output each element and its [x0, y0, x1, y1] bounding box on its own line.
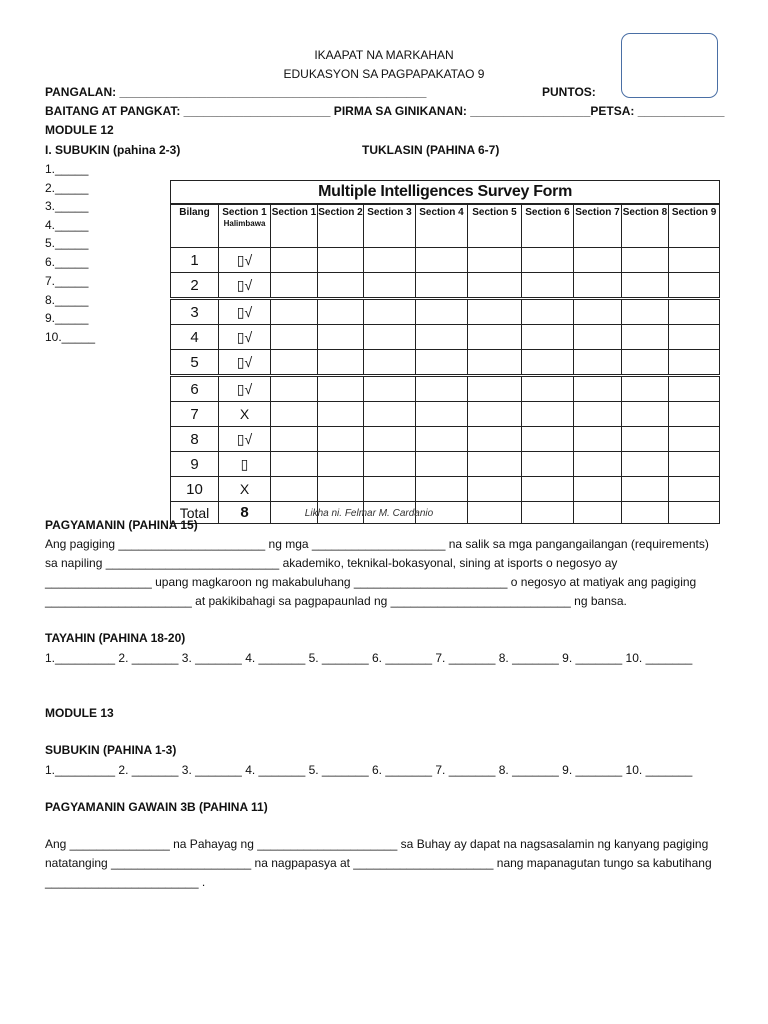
answer-line: 8._____ [45, 293, 89, 307]
survey-answer-cell[interactable] [318, 477, 364, 502]
survey-answer-cell[interactable] [468, 376, 522, 402]
survey-answer-cell[interactable] [574, 402, 622, 427]
col-header: Section 7 [574, 204, 622, 248]
survey-answer-cell[interactable] [468, 325, 522, 350]
answer-line: 9._____ [45, 311, 89, 325]
survey-example-mark: ▯√ [219, 427, 271, 452]
survey-answer-cell[interactable] [364, 427, 416, 452]
survey-answer-cell[interactable] [622, 325, 669, 350]
col-header: Section 1 Halimbawa [219, 204, 271, 248]
survey-answer-cell[interactable] [416, 273, 468, 299]
survey-answer-cell[interactable] [669, 350, 720, 376]
score-label: PUNTOS: [542, 85, 596, 99]
score-box [621, 33, 718, 98]
pagyamanin-line: sa napiling __________________________ akademiko, teknikal-bokasyonal, sining at isports o negosyo ay [45, 556, 618, 570]
survey-answer-cell[interactable] [669, 402, 720, 427]
answer-line: 3._____ [45, 199, 89, 213]
survey-answer-cell[interactable] [271, 248, 318, 273]
survey-table [170, 180, 720, 524]
survey-row-number: 10 [171, 477, 219, 502]
col-header: Section 9 [669, 204, 720, 248]
survey-answer-cell[interactable] [271, 402, 318, 427]
survey-answer-cell[interactable] [364, 325, 416, 350]
col-header: Section 6 [522, 204, 574, 248]
survey-answer-cell[interactable] [468, 402, 522, 427]
tayahin-heading: TAYAHIN (PAHINA 18-20) [45, 631, 186, 645]
survey-total-cell[interactable] [669, 502, 720, 524]
answer-line: 7._____ [45, 274, 89, 288]
answer-line: 6._____ [45, 255, 89, 269]
survey-example-mark: ▯ [219, 452, 271, 477]
answer-line: 5._____ [45, 236, 89, 250]
survey-answer-cell[interactable] [364, 376, 416, 402]
header-subject: EDUKASYON SA PAGPAPAKATAO 9 [283, 67, 485, 81]
tuklasin-heading: TUKLASIN (PAHINA 6-7) [362, 143, 500, 157]
survey-answer-cell[interactable] [468, 248, 522, 273]
pagyamanin-heading: PAGYAMANIN (PAHINA 15) [45, 518, 198, 532]
survey-row [171, 427, 720, 452]
survey-answer-cell[interactable] [271, 477, 318, 502]
survey-answer-cell[interactable] [669, 427, 720, 452]
module13-subukin-answers: 1._________ 2. _______ 3. _______ 4. _______ 5. _______ 6. _______ 7. _______ 8. _______ 9. _______ 10. _______ [45, 763, 693, 777]
col-header: Section 3 [364, 204, 416, 248]
survey-example-mark: ▯√ [219, 350, 271, 376]
survey-answer-cell[interactable] [622, 248, 669, 273]
survey-answer-cell[interactable] [364, 477, 416, 502]
survey-answer-cell[interactable] [522, 477, 574, 502]
survey-answer-cell[interactable] [318, 273, 364, 299]
survey-answer-cell[interactable] [318, 248, 364, 273]
survey-answer-cell[interactable] [622, 402, 669, 427]
survey-answer-cell[interactable] [574, 452, 622, 477]
col-header: Section 4 [416, 204, 468, 248]
survey-answer-cell[interactable] [468, 299, 522, 325]
survey-answer-cell[interactable] [318, 427, 364, 452]
survey-answer-cell[interactable] [468, 273, 522, 299]
survey-answer-cell[interactable] [318, 402, 364, 427]
col-header: Section 8 [622, 204, 669, 248]
survey-answer-cell[interactable] [364, 248, 416, 273]
survey-row [171, 376, 720, 402]
pagyamanin-line: ________________ upang magkaroon ng makabuluhang _______________________ o negosyo at matiyak ang pagiging [45, 575, 697, 589]
survey-row [171, 248, 720, 273]
survey-answer-cell[interactable] [622, 427, 669, 452]
module12-title: MODULE 12 [45, 123, 114, 137]
survey-answer-cell[interactable] [271, 376, 318, 402]
survey-answer-cell[interactable] [622, 452, 669, 477]
survey-answer-cell[interactable] [271, 273, 318, 299]
survey-answer-cell[interactable] [318, 350, 364, 376]
col-header: Section 5 [468, 204, 522, 248]
survey-answer-cell[interactable] [669, 299, 720, 325]
survey-answer-cell[interactable] [318, 376, 364, 402]
module13-title: MODULE 13 [45, 706, 114, 720]
header-title: IKAAPAT NA MARKAHAN [314, 48, 454, 62]
survey-answer-cell[interactable] [622, 376, 669, 402]
survey-total-cell[interactable] [622, 502, 669, 524]
survey-row [171, 452, 720, 477]
survey-row [171, 325, 720, 350]
survey-total-cell[interactable] [574, 502, 622, 524]
answer-line: 1._____ [45, 162, 89, 176]
gawain-line: natatanging _____________________ na nagpapasya at _____________________ nang mapanagutan tungo sa kabutihang [45, 856, 712, 870]
survey-answer-cell[interactable] [364, 273, 416, 299]
survey-answer-cell[interactable] [669, 477, 720, 502]
survey-answer-cell[interactable] [468, 477, 522, 502]
survey-answer-cell[interactable] [522, 350, 574, 376]
survey-answer-cell[interactable] [522, 427, 574, 452]
survey-answer-cell[interactable] [669, 452, 720, 477]
survey-example-mark: X [219, 477, 271, 502]
survey-answer-cell[interactable] [622, 299, 669, 325]
survey-answer-cell[interactable] [318, 325, 364, 350]
survey-answer-cell[interactable] [416, 402, 468, 427]
survey-answer-cell[interactable] [522, 248, 574, 273]
module13-subukin-heading: SUBUKIN (PAHINA 1-3) [45, 743, 177, 757]
survey-answer-cell[interactable] [271, 350, 318, 376]
survey-row-number: 9 [171, 452, 219, 477]
gawain-heading: PAGYAMANIN GAWAIN 3B (PAHINA 11) [45, 800, 268, 814]
survey-answer-cell[interactable] [468, 427, 522, 452]
gawain-line: _______________________ . [45, 875, 206, 889]
answer-line: 2._____ [45, 181, 89, 195]
survey-answer-cell[interactable] [574, 299, 622, 325]
survey-row [171, 350, 720, 376]
survey-row-number: 6 [171, 376, 219, 402]
survey-answer-cell[interactable] [468, 452, 522, 477]
survey-credit: Likha ni. Felmar M. Cardanio [304, 508, 434, 519]
survey-answer-cell[interactable] [416, 248, 468, 273]
survey-total-label: Total [171, 502, 219, 524]
survey-row-number: 2 [171, 273, 219, 299]
survey-example-mark: ▯√ [219, 299, 271, 325]
survey-answer-cell[interactable] [364, 452, 416, 477]
survey-answer-cell[interactable] [416, 350, 468, 376]
survey-answer-cell[interactable] [574, 350, 622, 376]
survey-answer-cell[interactable] [522, 273, 574, 299]
col-header: Section 1 [271, 204, 318, 248]
survey-answer-cell[interactable] [364, 299, 416, 325]
survey-answer-cell[interactable] [271, 427, 318, 452]
pagyamanin-line: ______________________ at pakikibahagi sa pagpapaunlad ng ___________________________ ng bansa. [45, 594, 627, 608]
survey-answer-cell[interactable] [271, 452, 318, 477]
survey-answer-cell[interactable] [522, 452, 574, 477]
survey-answer-cell[interactable] [416, 427, 468, 452]
pagyamanin-line: Ang pagiging ______________________ ng mga ____________________ na salik sa mga pangangailangan (requirements) [45, 537, 709, 551]
survey-answer-cell[interactable] [416, 376, 468, 402]
survey-answer-cell[interactable] [574, 376, 622, 402]
survey-example-mark: ▯√ [219, 376, 271, 402]
survey-answer-cell[interactable] [416, 477, 468, 502]
survey-answer-cell[interactable] [522, 299, 574, 325]
survey-answer-cell[interactable] [669, 248, 720, 273]
survey-answer-cell[interactable] [271, 325, 318, 350]
name-field: PANGALAN: ______________________________________________ [45, 85, 427, 99]
survey-row-number: 8 [171, 427, 219, 452]
survey-answer-cell[interactable] [318, 452, 364, 477]
survey-row-number: 7 [171, 402, 219, 427]
survey-total-value: 8 [219, 502, 271, 524]
survey-answer-cell[interactable] [364, 350, 416, 376]
survey-answer-cell[interactable] [574, 273, 622, 299]
survey-row-number: 1 [171, 248, 219, 273]
survey-answer-cell[interactable] [574, 248, 622, 273]
survey-row-number: 5 [171, 350, 219, 376]
survey-answer-cell[interactable] [318, 299, 364, 325]
survey-answer-cell[interactable] [669, 273, 720, 299]
survey-answer-cell[interactable] [622, 273, 669, 299]
answer-line: 4._____ [45, 218, 89, 232]
survey-answer-cell[interactable] [574, 477, 622, 502]
survey-answer-cell[interactable] [622, 350, 669, 376]
survey-row [171, 273, 720, 299]
subukin-heading: I. SUBUKIN (pahina 2-3) [45, 143, 181, 157]
grade-signature-date-field: BAITANG AT PANGKAT: ______________________ PIRMA SA GINIKANAN: __________________PETSA: _____________ [45, 104, 725, 118]
survey-answer-cell[interactable] [468, 350, 522, 376]
gawain-line: Ang _______________ na Pahayag ng _____________________ sa Buhay ay dapat na nagsasalamin ng kanyang pagiging [45, 837, 709, 851]
col-header: Section 2 [318, 204, 364, 248]
survey-answer-cell[interactable] [522, 402, 574, 427]
survey-answer-cell[interactable] [364, 402, 416, 427]
survey-answer-cell[interactable] [574, 325, 622, 350]
col-header: Bilang [171, 204, 219, 248]
survey-header-row [171, 204, 720, 248]
survey-answer-cell[interactable] [271, 299, 318, 325]
survey-answer-cell[interactable] [416, 325, 468, 350]
survey-example-mark: ▯√ [219, 273, 271, 299]
survey-example-mark: X [219, 402, 271, 427]
survey-row-number: 4 [171, 325, 219, 350]
survey-example-mark: ▯√ [219, 325, 271, 350]
survey-row [171, 299, 720, 325]
survey-answer-cell[interactable] [522, 376, 574, 402]
survey-answer-cell[interactable] [669, 325, 720, 350]
survey-answer-cell[interactable] [622, 477, 669, 502]
survey-title: Multiple Intelligences Survey Form [171, 181, 720, 205]
survey-example-mark: ▯√ [219, 248, 271, 273]
tayahin-answers: 1._________ 2. _______ 3. _______ 4. _______ 5. _______ 6. _______ 7. _______ 8. _______ 9. _______ 10. _______ [45, 651, 693, 665]
survey-answer-cell[interactable] [416, 299, 468, 325]
survey-row [171, 477, 720, 502]
survey-answer-cell[interactable] [416, 452, 468, 477]
survey-row [171, 402, 720, 427]
survey-row-number: 3 [171, 299, 219, 325]
survey-answer-cell[interactable] [574, 427, 622, 452]
survey-answer-cell[interactable] [669, 376, 720, 402]
answer-line: 10._____ [45, 330, 96, 344]
survey-answer-cell[interactable] [522, 325, 574, 350]
